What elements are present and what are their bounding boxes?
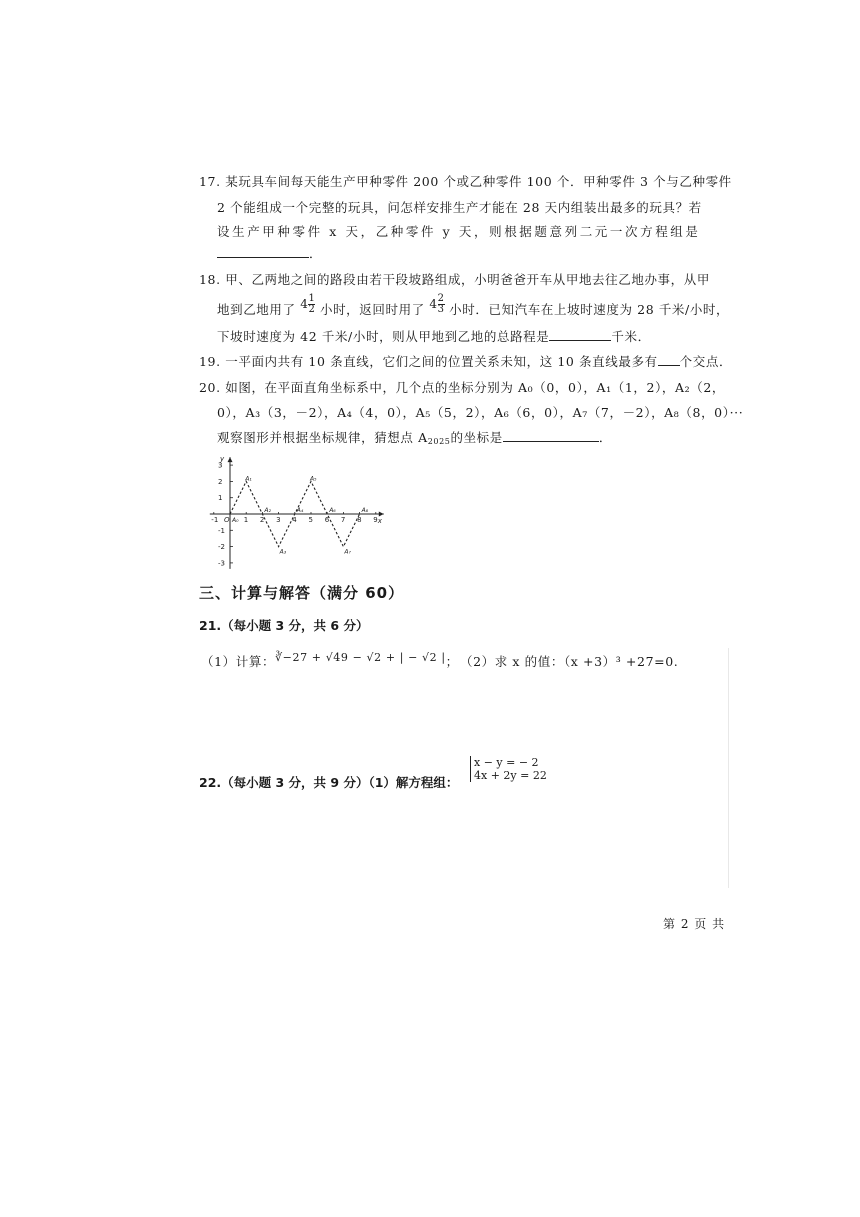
q18-mixed1-whole: 4 <box>300 297 309 311</box>
scan-smudge <box>728 648 729 888</box>
q17-line4 <box>217 244 322 262</box>
y-tick-label: -2 <box>218 543 225 552</box>
q17-line1: 17. 某玩具车间每天能生产甲种零件 200 个或乙种零件 100 个．甲种零件 3 个与乙种零件 <box>199 174 732 189</box>
point-label: A₈ <box>361 507 369 514</box>
point-label: A₀ <box>232 517 239 524</box>
point-label: A₅ <box>310 475 317 483</box>
q21-p1-label: （1）计算： <box>201 654 276 669</box>
q18-line1: 18. 甲、乙两地之间的路段由若干段坡路组成，小明爸爸开车从甲地去往乙地办事，从甲 <box>199 272 710 287</box>
q18-fraction-2 <box>438 294 445 315</box>
q18-line2-c: 小时．已知汽车在上坡时速度为 28 千米/小时， <box>449 302 730 317</box>
q18-mixed2-den: 3 <box>437 304 445 315</box>
x-axis-arrow <box>379 512 384 517</box>
q21-p1-end: ； <box>445 654 459 669</box>
q17-answer-blank <box>217 245 309 258</box>
q18-answer-blank <box>549 328 611 341</box>
q18-mixed2-whole: 4 <box>429 297 438 311</box>
x-tick-label: 6 <box>324 516 330 524</box>
x-tick-label: O <box>224 516 230 524</box>
coordinate-figure <box>200 444 400 570</box>
x-tick-label: 2 <box>259 516 265 524</box>
q17-line4-end: ． <box>309 246 323 261</box>
q22-equation-2: 4x + 2y = 22 <box>474 769 547 782</box>
q20-line1: 20. 如图，在平面直角坐标系中，几个点的坐标分别为 A₀（0，0），A₁（1，2），A₂（2， <box>199 380 726 395</box>
q20-line2: 0），A₃（3，－2），A₄（4，0），A₅（5，2），A₆（6，0），A₇（7，－2），A₈（8，0）··· <box>217 405 744 420</box>
q21-head: 21.（每小题 3 分，共 6 分） <box>199 618 369 633</box>
point-label: A₇ <box>344 548 351 556</box>
y-tick-label: -1 <box>218 526 225 535</box>
x-tick-label: 5 <box>308 516 313 524</box>
q18-mixed1-den: 2 <box>308 304 316 315</box>
q18-line3 <box>217 327 651 345</box>
q19-text-b: 个交点． <box>679 354 733 369</box>
q22-equation-1: x − y = − 2 <box>474 756 539 769</box>
x-tick-label: 9 <box>373 516 378 524</box>
y-tick-label: 2 <box>218 477 223 486</box>
q19-text-a: 19. 一平面内共有 10 条直线，它们之间的位置关系未知，这 10 条直线最多有 <box>199 354 658 369</box>
q21-p1-expression: ∛−27 + √49 − √2 + | − √2 | <box>275 651 446 664</box>
q19-line <box>199 352 732 370</box>
q18-mixed1-num: 1 <box>308 293 316 304</box>
page-footer: 第 2 页 共 <box>663 917 726 931</box>
q19-answer-blank <box>658 353 680 366</box>
point-label: A₁ <box>245 475 252 483</box>
y-tick-label: 1 <box>218 494 223 503</box>
x-tick-label: 7 <box>340 516 346 524</box>
x-tick-label: 4 <box>292 516 297 524</box>
y-tick-label: 3 <box>218 461 223 470</box>
x-axis-label: x <box>377 517 382 525</box>
q20-line3-sub: 2025 <box>427 437 451 446</box>
x-tick-label: 8 <box>357 516 362 524</box>
x-tick-label: -1 <box>211 516 219 524</box>
q22-head: 22.（每小题 3 分，共 9 分）（1）解方程组： <box>199 775 459 790</box>
x-tick-label: 1 <box>243 516 249 524</box>
point-label: A₂ <box>264 507 271 514</box>
point-label: A₆ <box>329 507 336 514</box>
section-3-title: 三、计算与解答（满分 60） <box>199 584 405 602</box>
q21-p2-expression: （x +3）³ +27=0. <box>563 654 679 669</box>
q18-fraction-1 <box>308 294 315 315</box>
q18-line2-b: 小时，返回时用了 <box>319 302 425 317</box>
y-axis-arrow <box>228 457 233 462</box>
point-label: A₃ <box>279 548 287 556</box>
q18-line2 <box>217 293 730 321</box>
y-tick-label: -3 <box>218 559 225 568</box>
q20-line3-a: 观察图形并根据坐标规律，猜想点 A <box>217 430 428 445</box>
y-axis-label: y <box>220 455 225 464</box>
q20-line3-c: ． <box>598 430 612 445</box>
x-tick-label: 3 <box>276 516 281 524</box>
q20-line3-b: 的坐标是 <box>450 430 503 445</box>
q17-line2: 2 个能组成一个完整的玩具，问怎样安排生产才能在 28 天内组装出最多的玩具？若 <box>217 200 702 215</box>
q18-line3-b: 千米． <box>611 329 651 344</box>
q21-part1 <box>201 652 459 670</box>
q21-part2 <box>460 652 678 670</box>
q21-p2-label: （2）求 x 的值： <box>460 654 564 669</box>
q18-line2-a: 地到乙地用了 <box>217 302 296 317</box>
q20-answer-blank <box>503 429 599 442</box>
q17-line3: 设生产甲种零件 x 天，乙种零件 y 天，则根据题意列二元一次方程组是 <box>217 224 701 239</box>
q18-line3-a: 下坡时速度为 42 千米/小时，则从甲地到乙地的总路程是 <box>217 329 550 344</box>
q18-mixed2-num: 2 <box>437 293 445 304</box>
q22-equation-system <box>470 756 547 782</box>
point-label: A₄ <box>296 507 304 514</box>
